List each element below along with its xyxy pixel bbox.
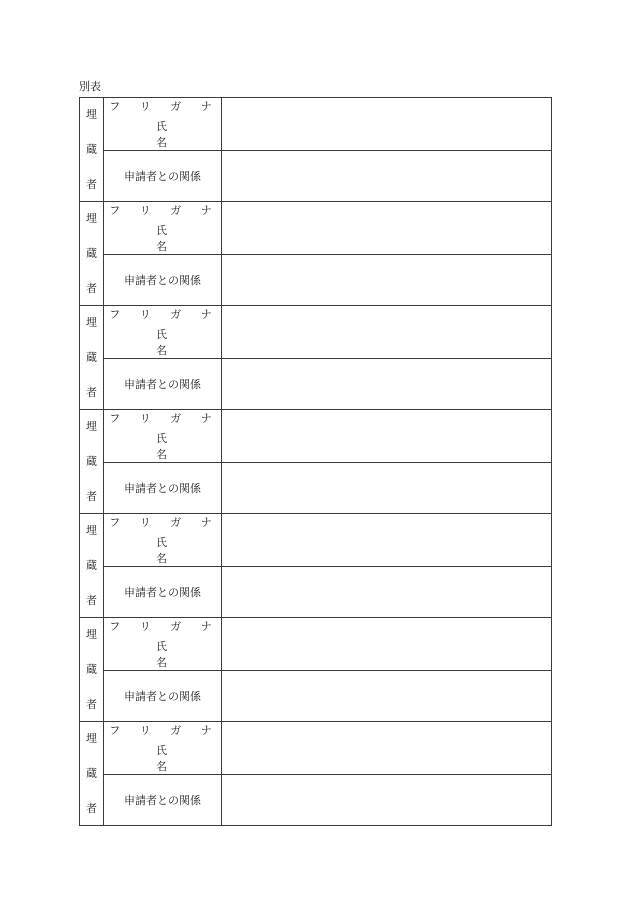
side-label-char: 者 bbox=[86, 489, 97, 503]
furigana-name-label-cell bbox=[104, 722, 222, 775]
burial-person-side-label bbox=[80, 202, 104, 306]
furigana-label: フ リ ガ ナ bbox=[109, 724, 220, 737]
relation-label: 申請者との関係 bbox=[124, 170, 201, 183]
name-label: 氏 名 bbox=[156, 328, 197, 357]
relation-label-cell bbox=[104, 671, 222, 722]
entry-name-row bbox=[80, 618, 552, 671]
name-label: 氏 名 bbox=[156, 744, 197, 773]
furigana-name-label bbox=[104, 98, 221, 150]
burial-person-table bbox=[79, 97, 552, 826]
burial-person-side-label bbox=[80, 306, 104, 410]
entry-relation-row bbox=[80, 567, 552, 618]
relation-label-cell bbox=[104, 463, 222, 514]
side-label-vertical bbox=[80, 420, 103, 504]
furigana-label: フ リ ガ ナ bbox=[109, 100, 220, 113]
side-label-char: 蔵 bbox=[86, 350, 97, 364]
name-value-field[interactable] bbox=[222, 514, 552, 567]
furigana-name-label bbox=[104, 202, 221, 254]
relation-label-cell bbox=[104, 151, 222, 202]
entry-name-row bbox=[80, 98, 552, 151]
entry-name-row bbox=[80, 202, 552, 255]
furigana-name-label bbox=[104, 410, 221, 462]
name-label: 氏 名 bbox=[156, 432, 197, 461]
name-value-field[interactable] bbox=[222, 202, 552, 255]
side-label-vertical bbox=[80, 212, 103, 296]
side-label-vertical bbox=[80, 316, 103, 400]
relation-value-field[interactable] bbox=[222, 359, 552, 410]
furigana-name-label-cell bbox=[104, 514, 222, 567]
relation-value-field[interactable] bbox=[222, 151, 552, 202]
name-label: 氏 名 bbox=[156, 536, 197, 565]
entry-name-row bbox=[80, 410, 552, 463]
relation-label-cell bbox=[104, 775, 222, 826]
entry-relation-row bbox=[80, 255, 552, 306]
side-label-char: 者 bbox=[86, 281, 97, 295]
relation-label: 申請者との関係 bbox=[124, 794, 201, 807]
entry-relation-row bbox=[80, 463, 552, 514]
side-label-vertical bbox=[80, 732, 103, 816]
side-label-char: 埋 bbox=[86, 315, 97, 329]
furigana-name-label-cell bbox=[104, 410, 222, 463]
relation-value-field[interactable] bbox=[222, 671, 552, 722]
side-label-char: 者 bbox=[86, 593, 97, 607]
furigana-name-label bbox=[104, 618, 221, 670]
furigana-name-label bbox=[104, 306, 221, 358]
relation-label: 申請者との関係 bbox=[124, 586, 201, 599]
side-label-char: 埋 bbox=[86, 523, 97, 537]
entry-relation-row bbox=[80, 359, 552, 410]
furigana-label: フ リ ガ ナ bbox=[109, 412, 220, 425]
furigana-label: フ リ ガ ナ bbox=[109, 308, 220, 321]
side-label-char: 埋 bbox=[86, 731, 97, 745]
furigana-label: フ リ ガ ナ bbox=[109, 516, 220, 529]
name-label: 氏 名 bbox=[156, 224, 197, 253]
entry-name-row bbox=[80, 722, 552, 775]
furigana-name-label bbox=[104, 722, 221, 774]
name-value-field[interactable] bbox=[222, 722, 552, 775]
relation-label: 申請者との関係 bbox=[124, 690, 201, 703]
side-label-char: 者 bbox=[86, 385, 97, 399]
furigana-name-label-cell bbox=[104, 306, 222, 359]
side-label-char: 蔵 bbox=[86, 246, 97, 260]
relation-label: 申請者との関係 bbox=[124, 274, 201, 287]
name-value-field[interactable] bbox=[222, 98, 552, 151]
relation-label-cell bbox=[104, 255, 222, 306]
side-label-char: 者 bbox=[86, 801, 97, 815]
side-label-char: 蔵 bbox=[86, 454, 97, 468]
side-label-vertical bbox=[80, 524, 103, 608]
entry-relation-row bbox=[80, 775, 552, 826]
relation-label: 申請者との関係 bbox=[124, 378, 201, 391]
burial-person-side-label bbox=[80, 514, 104, 618]
relation-value-field[interactable] bbox=[222, 775, 552, 826]
furigana-name-label-cell bbox=[104, 98, 222, 151]
furigana-name-label bbox=[104, 514, 221, 566]
furigana-label: フ リ ガ ナ bbox=[109, 204, 220, 217]
relation-label: 申請者との関係 bbox=[124, 482, 201, 495]
page-label: 別表 bbox=[79, 80, 101, 93]
entry-name-row bbox=[80, 306, 552, 359]
side-label-char: 埋 bbox=[86, 419, 97, 433]
side-label-char: 蔵 bbox=[86, 142, 97, 156]
side-label-char: 者 bbox=[86, 177, 97, 191]
burial-person-side-label bbox=[80, 410, 104, 514]
burial-person-side-label bbox=[80, 98, 104, 202]
side-label-char: 埋 bbox=[86, 211, 97, 225]
burial-person-side-label bbox=[80, 722, 104, 826]
side-label-char: 埋 bbox=[86, 627, 97, 641]
side-label-vertical bbox=[80, 108, 103, 192]
relation-value-field[interactable] bbox=[222, 255, 552, 306]
entry-relation-row bbox=[80, 671, 552, 722]
relation-label-cell bbox=[104, 567, 222, 618]
name-label: 氏 名 bbox=[156, 640, 197, 669]
name-value-field[interactable] bbox=[222, 618, 552, 671]
table-body bbox=[80, 98, 552, 826]
side-label-char: 埋 bbox=[86, 107, 97, 121]
name-label: 氏 名 bbox=[156, 120, 197, 149]
relation-label-cell bbox=[104, 359, 222, 410]
side-label-vertical bbox=[80, 628, 103, 712]
entry-name-row bbox=[80, 514, 552, 567]
furigana-name-label-cell bbox=[104, 202, 222, 255]
side-label-char: 蔵 bbox=[86, 766, 97, 780]
side-label-char: 者 bbox=[86, 697, 97, 711]
relation-value-field[interactable] bbox=[222, 567, 552, 618]
name-value-field[interactable] bbox=[222, 306, 552, 359]
relation-value-field[interactable] bbox=[222, 463, 552, 514]
furigana-name-label-cell bbox=[104, 618, 222, 671]
name-value-field[interactable] bbox=[222, 410, 552, 463]
furigana-label: フ リ ガ ナ bbox=[109, 620, 220, 633]
burial-person-side-label bbox=[80, 618, 104, 722]
side-label-char: 蔵 bbox=[86, 662, 97, 676]
side-label-char: 蔵 bbox=[86, 558, 97, 572]
entry-relation-row bbox=[80, 151, 552, 202]
